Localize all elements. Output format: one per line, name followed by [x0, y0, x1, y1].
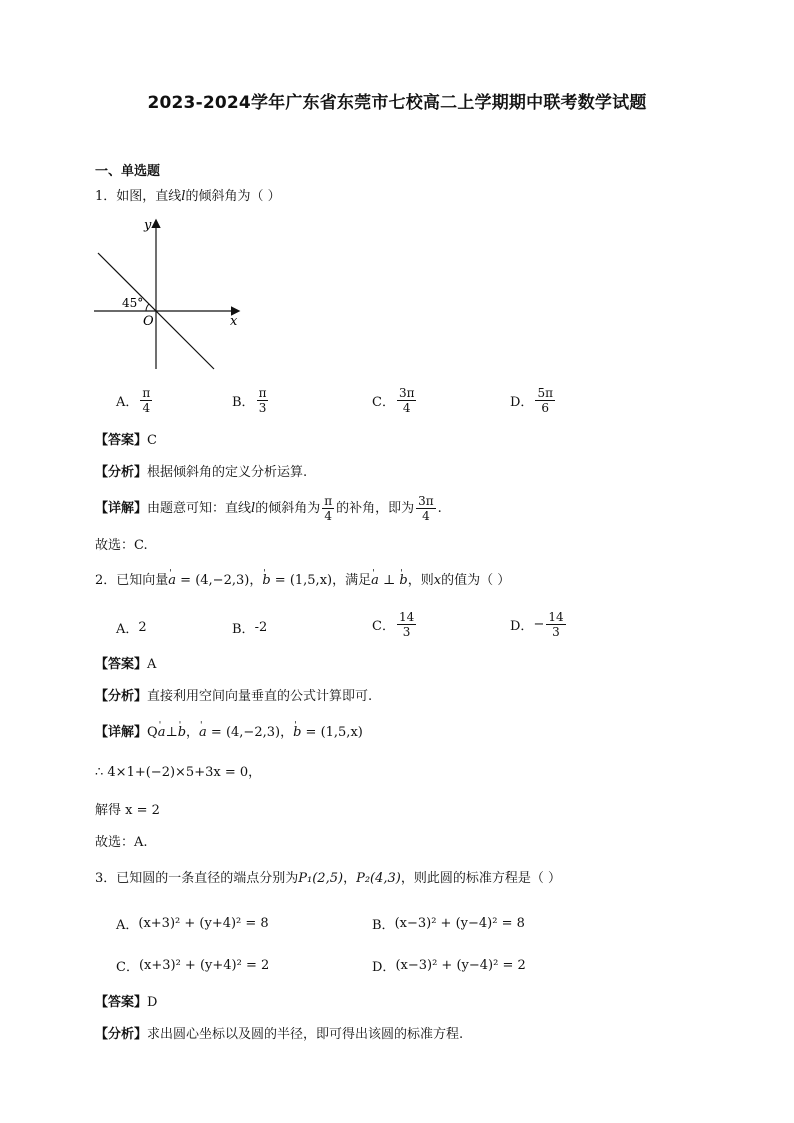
question-1-figure — [88, 215, 248, 375]
q2-answer: 【答案】A — [95, 657, 157, 672]
question-2-stem: 2．已知向量' a = (4,−2,3)，' b = (1,5,x)，满足' a ⊥ ' b，则x的值为（ ） — [95, 572, 510, 590]
q1-option-b[interactable]: B． $\frac{\pi}{3}$ — [232, 386, 267, 415]
section-heading: 一、单选题 — [95, 164, 161, 179]
q3-analysis: 【分析】求出圆心坐标以及圆的半径，即可得出该圆的标准方程. — [95, 1027, 464, 1042]
y-axis-label: y — [144, 218, 152, 233]
q2-option-b[interactable]: B． -2 — [232, 620, 268, 637]
q1-choice: 故选：C. — [95, 538, 148, 553]
q2-calc: ∴ 4×1+(−2)×5+3x = 0， — [95, 765, 262, 780]
question-1-stem: 1．如图，直线l的倾斜角为（ ） — [95, 189, 281, 204]
q3-option-c[interactable]: C． (x+3)² + (y+4)² = 2 — [116, 958, 270, 975]
q3-option-b[interactable]: B． (x−3)² + (y−4)² = 8 — [372, 916, 525, 933]
q1-detail: 【详解】 由题意可知：直线 l 的倾斜角为 $\frac{\pi}{4}$ 的补角，即为 $\frac{3\pi}{4}$ . — [95, 494, 442, 523]
angle-label: 45° — [122, 296, 144, 310]
q2-choice: 故选：A. — [95, 835, 148, 850]
origin-label: O — [143, 314, 154, 329]
page-title: 2023-2024学年广东省东莞市七校高二上学期期中联考数学试题 — [147, 93, 647, 113]
q3-option-a[interactable]: A． (x+3)² + (y+4)² = 8 — [116, 916, 269, 933]
question-3-stem: 3．已知圆的一条直径的端点分别为P₁(2,5)，P₂(4,3)，则此圆的标准方程是（ ） — [95, 871, 561, 886]
q1-answer: 【答案】C — [95, 433, 157, 448]
x-axis-label: x — [230, 314, 238, 329]
q2-solve: 解得 x = 2 — [95, 803, 160, 818]
q2-option-c[interactable]: C． $\frac{14}{3}$ — [372, 610, 415, 639]
q1-option-a[interactable]: A． $\frac{\pi}{4}$ — [116, 386, 151, 415]
q2-option-a[interactable]: A． 2 — [116, 620, 147, 637]
q2-option-d[interactable]: D． − $\frac{14}{3}$ — [510, 610, 564, 639]
q1-option-d[interactable]: D． $\frac{5\pi}{6}$ — [510, 386, 553, 415]
angle-arc — [146, 304, 149, 311]
q2-detail: 【详解】Q' a⊥' b，' a = (4,−2,3)，' b = (1,5,x) — [95, 724, 363, 742]
q1-analysis: 【分析】根据倾斜角的定义分析运算. — [95, 465, 308, 480]
q1-option-c[interactable]: C． $\frac{3\pi}{4}$ — [372, 386, 415, 415]
q3-answer: 【答案】D — [95, 995, 158, 1010]
q2-analysis: 【分析】直接利用空间向量垂直的公式计算即可. — [95, 689, 373, 704]
q3-option-d[interactable]: D． (x−3)² + (y−4)² = 2 — [372, 958, 526, 975]
